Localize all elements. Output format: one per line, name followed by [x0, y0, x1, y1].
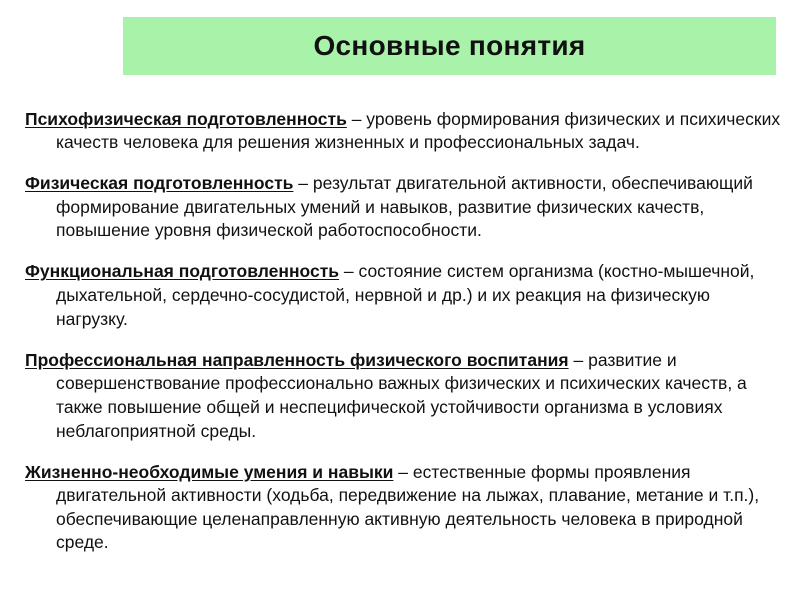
definition-description: – развитие и совершенствование профессионально важных физических и психических качеств, а также повышение общей и неспецифической устойчивости организма в условиях неблагоприятной среды. [56, 349, 747, 441]
definition-vital-skills [25, 461, 785, 555]
title-banner [123, 17, 776, 75]
definition-description: – естественные формы проявления двигательной активности (ходьба, передвижение на лыжах, плавание, метание и т.п.), обеспечивающие целенаправленную активную деятельность человека в природной среде. [56, 461, 760, 553]
definition-term: Психофизическая подготовленность [25, 108, 347, 129]
definition-psychophysical [25, 108, 785, 155]
definition-term: Профессиональная направленность физического воспитания [25, 349, 569, 370]
definition-functional [25, 260, 785, 331]
definition-term: Физическая подготовленность [25, 173, 294, 194]
definitions-list [25, 90, 785, 559]
slide-title: Основные понятия [313, 30, 586, 61]
definition-term: Жизненно-необходимые умения и навыки [25, 461, 394, 482]
definition-description: – состояние систем организма (костно-мышечной, дыхательной, сердечно-сосудистой, нервной и др.) и их реакция на физическую нагрузку. [56, 261, 755, 329]
definition-description: – уровень формирования физических и психических качеств человека для решения жизненных и профессиональных задач. [56, 108, 781, 153]
definition-term: Функциональная подготовленность [25, 261, 340, 282]
definition-professional-orientation [25, 349, 785, 443]
definition-physical [25, 172, 785, 243]
definition-description: – результат двигательной активности, обеспечивающий формирование двигательных умений и навыков, развитие физических качеств, повышение уровня физической работоспособности. [56, 173, 753, 241]
